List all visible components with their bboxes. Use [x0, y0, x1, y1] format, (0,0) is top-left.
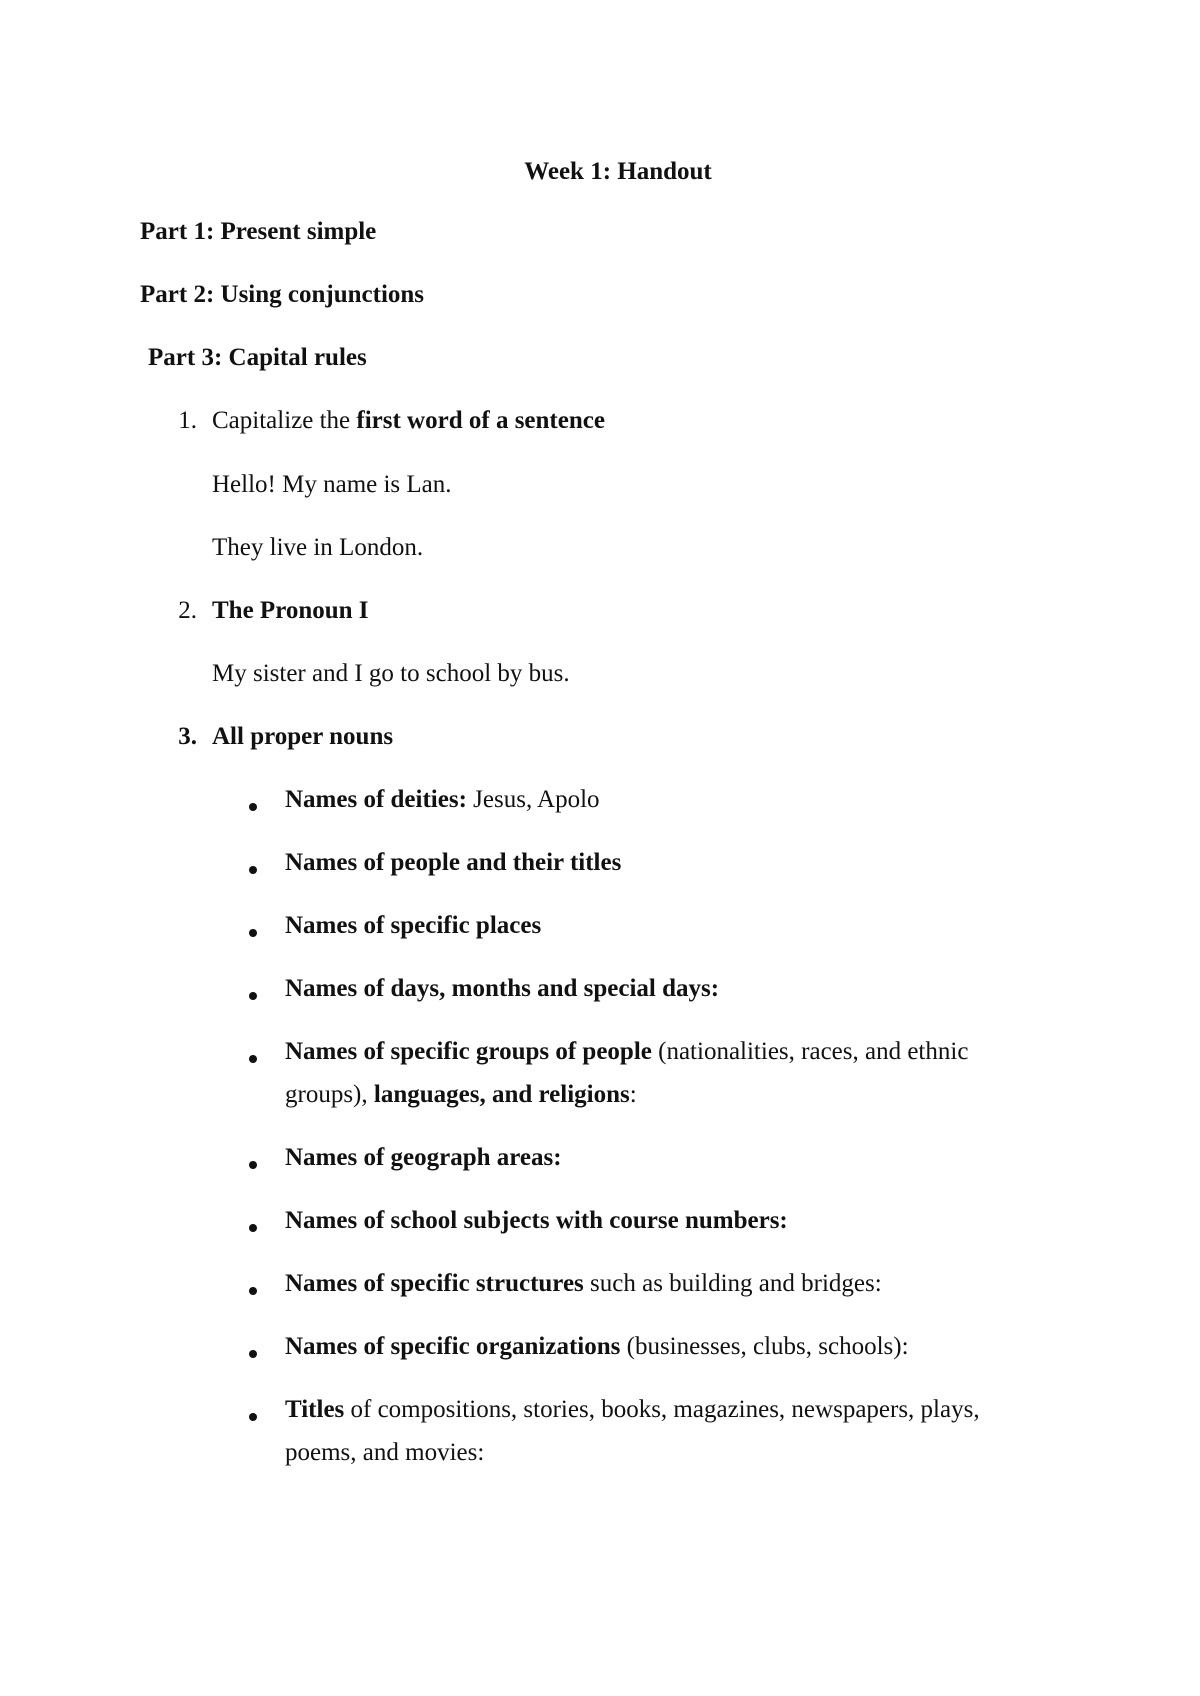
bullet-icon: [247, 799, 261, 813]
bullet-icon: [247, 925, 261, 939]
proper-noun-item-10: Titles of compositions, stories, books, magazines, newspapers, plays,: [285, 1396, 980, 1423]
proper-noun-item-8: Names of specific structures such as building and bridges:: [285, 1270, 882, 1297]
bullet-icon: [247, 1157, 261, 1171]
rule-1-example-1: Hello! My name is Lan.: [212, 471, 452, 498]
proper-noun-item-4: Names of days, months and special days:: [285, 975, 720, 1002]
bullet-icon: [247, 1409, 261, 1423]
bullet-icon: [247, 1051, 261, 1065]
proper-noun-item-5: Names of specific groups of people (nationalities, races, and ethnic: [285, 1038, 969, 1065]
part-2-heading: Part 2: Using conjunctions: [140, 281, 425, 308]
proper-noun-item-6: Names of geograph areas:: [285, 1144, 562, 1171]
bullet-icon: [247, 1283, 261, 1297]
proper-noun-item-5-line-2: groups), languages, and religions:: [285, 1081, 637, 1108]
rule-2-bold: The Pronoun I: [212, 597, 369, 624]
bullet-icon: [247, 988, 261, 1002]
proper-noun-item-7: Names of school subjects with course numbers:: [285, 1207, 788, 1234]
rule-1-number: 1.: [178, 407, 197, 434]
proper-noun-item-9: Names of specific organizations (businesses, clubs, schools):: [285, 1333, 909, 1360]
bullet-icon: [247, 862, 261, 876]
rule-1-lead: Capitalize the: [212, 407, 357, 434]
proper-noun-item-1: Names of deities: Jesus, Apolo: [285, 786, 600, 813]
proper-noun-item-2: Names of people and their titles: [285, 849, 622, 876]
rule-2-example-1: My sister and I go to school by bus.: [212, 660, 570, 687]
rule-1-example-2: They live in London.: [212, 534, 424, 561]
rule-2-number: 2.: [178, 597, 197, 624]
rule-3-bold: All proper nouns: [212, 723, 394, 750]
rule-1-bold: first word of a sentence: [356, 407, 605, 434]
proper-noun-item-3: Names of specific places: [285, 912, 542, 939]
part-3-heading: Part 3: Capital rules: [148, 344, 367, 371]
part-1-heading: Part 1: Present simple: [140, 218, 377, 245]
page-title: Week 1: Handout: [524, 158, 712, 185]
bullet-icon: [247, 1346, 261, 1360]
bullet-icon: [247, 1220, 261, 1234]
proper-noun-item-10-line-2: poems, and movies:: [285, 1439, 485, 1466]
rule-3-number: 3.: [178, 723, 197, 750]
